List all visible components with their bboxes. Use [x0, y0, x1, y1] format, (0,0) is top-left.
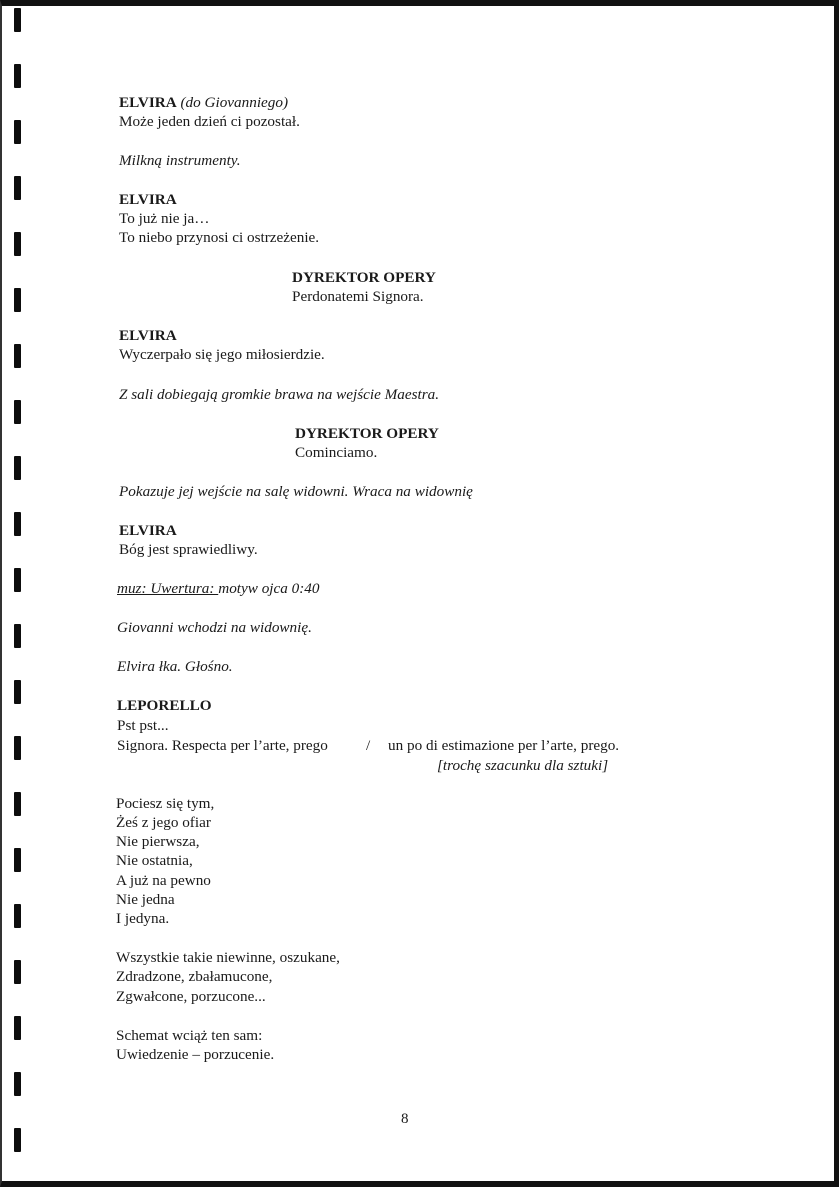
dialogue-line: I jedyna.	[116, 910, 170, 927]
dialogue-line: Nie pierwsza,	[116, 833, 200, 850]
stage-direction: (do Giovanniego)	[180, 94, 289, 111]
dialogue-line: Cominciamo.	[295, 444, 378, 461]
dialogue-line: Perdonatemi Signora.	[292, 288, 424, 305]
music-cue-label: muz: Uwertura:	[117, 580, 219, 597]
dialogue-line: Nie jedna	[116, 891, 175, 908]
dialogue-line: Pociesz się tym,	[116, 795, 215, 812]
binding-mark	[14, 904, 21, 928]
binding-mark	[14, 456, 21, 480]
binding-mark	[14, 176, 21, 200]
dialogue-line: Pst pst...	[117, 717, 169, 734]
binding-mark	[14, 232, 21, 256]
dialogue-line: Schemat wciąż ten sam:	[116, 1027, 263, 1044]
dialogue-line: A już na pewno	[116, 872, 211, 889]
binding-mark	[14, 512, 21, 536]
dialogue-line: Wszystkie takie niewinne, oszukane,	[116, 949, 340, 966]
dialogue-line: Nie ostatnia,	[116, 852, 193, 869]
dialogue-line: Bóg jest sprawiedliwy.	[119, 541, 258, 558]
binding-mark	[14, 960, 21, 984]
binding-mark	[14, 400, 21, 424]
dialogue-line: Żeś z jego ofiar	[116, 814, 211, 831]
dialogue-line: Zdradzone, zbałamucone,	[116, 968, 273, 985]
dialogue-line: To niebo przynosi ci ostrzeżenie.	[119, 229, 320, 246]
stage-direction: Elvira łka. Głośno.	[117, 658, 233, 675]
binding-mark	[14, 1072, 21, 1096]
binding-mark	[14, 120, 21, 144]
dialogue-line: Wyczerpało się jego miłosierdzie.	[119, 346, 325, 363]
speaker-name: DYREKTOR OPERY	[295, 425, 439, 442]
speaker-name: DYREKTOR OPERY	[292, 269, 436, 286]
speaker-name: ELVIRA	[119, 327, 177, 344]
translation-note: [trochę szacunku dla sztuki]	[437, 757, 609, 774]
stage-direction: Milkną instrumenty.	[119, 152, 241, 169]
stage-direction: Z sali dobiegają gromkie brawa na wejście Maestra.	[119, 386, 440, 403]
music-cue-text: motyw ojca 0:40	[218, 580, 320, 597]
page-number: 8	[401, 1111, 409, 1127]
binding-mark	[14, 288, 21, 312]
binding-mark	[14, 1128, 21, 1152]
binding-mark	[14, 8, 21, 32]
dialogue-line: un po di estimazione per l’arte, prego.	[388, 737, 620, 754]
binding-mark	[14, 680, 21, 704]
speaker-name: ELVIRA	[119, 522, 177, 539]
binding-mark	[14, 568, 21, 592]
stage-direction: Pokazuje jej wejście na salę widowni. Wraca na widownię	[119, 483, 473, 500]
dialogue-line: Zgwałcone, porzucone...	[116, 988, 266, 1005]
binding-mark	[14, 792, 21, 816]
binding-mark	[14, 1016, 21, 1040]
dialogue-line: Może jeden dzień ci pozostał.	[119, 113, 300, 130]
dialogue-line: Signora. Respecta per l’arte, prego	[117, 737, 328, 754]
binding-mark	[14, 848, 21, 872]
speaker-name: ELVIRA	[119, 191, 177, 208]
speaker-name: LEPORELLO	[117, 697, 212, 714]
speaker-line	[119, 93, 288, 112]
binding-mark	[14, 64, 21, 88]
stage-direction: Giovanni wchodzi na widownię.	[117, 619, 312, 636]
speaker-name: ELVIRA	[119, 94, 177, 111]
music-cue	[117, 579, 319, 598]
binding-mark	[14, 624, 21, 648]
binding-mark	[14, 736, 21, 760]
separator-slash: /	[366, 737, 371, 754]
dialogue-line: Uwiedzenie – porzucenie.	[116, 1046, 275, 1063]
dialogue-line: To już nie ja…	[119, 210, 210, 227]
binding-mark	[14, 344, 21, 368]
